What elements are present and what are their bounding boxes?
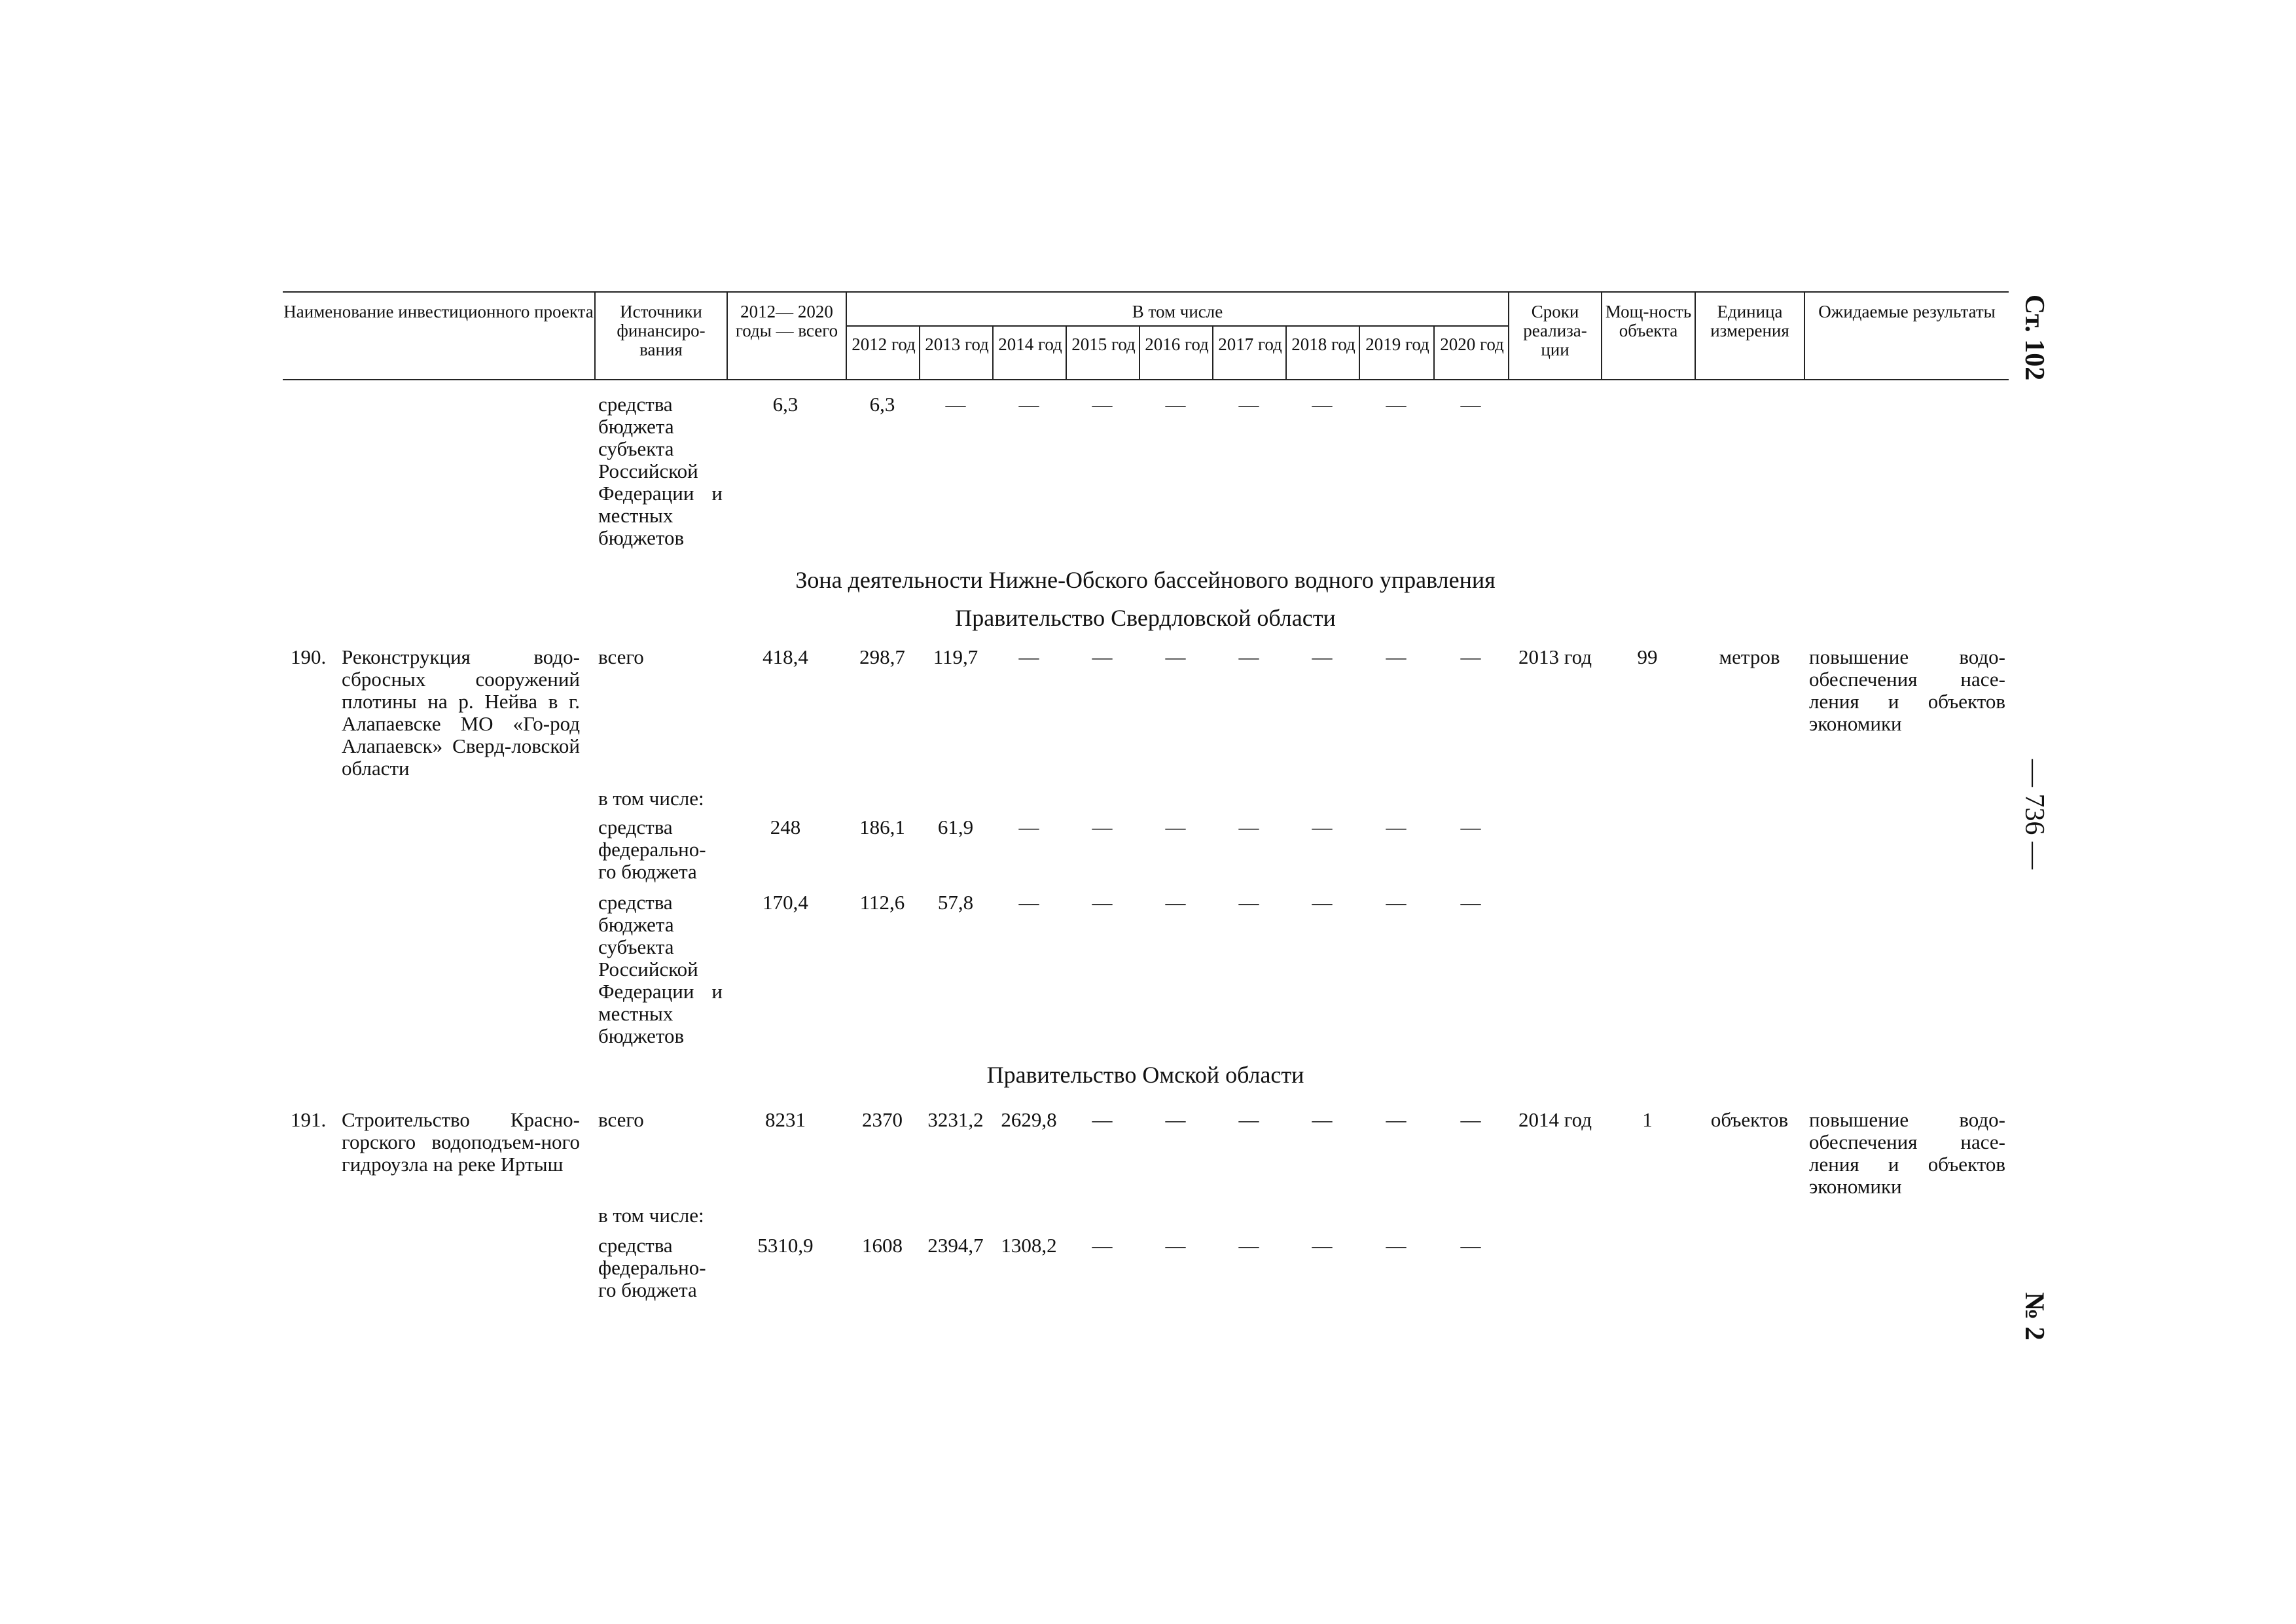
col-divider (919, 325, 920, 379)
row-value: — (1460, 645, 1481, 668)
header-year: 2018 год (1291, 334, 1355, 354)
project-power: 1 (1642, 1108, 1653, 1131)
row-value: — (1238, 645, 1259, 668)
header-year: 2017 год (1218, 334, 1282, 354)
header-terms: Сроки реализа-ции (1523, 302, 1587, 359)
header-bottom-rule (283, 379, 2009, 380)
project-unit: объектов (1710, 1108, 1789, 1131)
section-title: Правительство Омской области (986, 1062, 1304, 1088)
row-source: в том числе: (598, 1204, 704, 1227)
row-value: 1608 (862, 1234, 903, 1257)
row-source: средства бюджета субъекта Российской Федерации и местных бюджетов (598, 891, 723, 1047)
row-value: — (1386, 1108, 1407, 1131)
project-unit: метров (1719, 645, 1780, 668)
section-title: Правительство Свердловской области (955, 605, 1336, 631)
row-value: — (1165, 1234, 1186, 1257)
header-year: 2019 год (1365, 334, 1429, 354)
header-year: 2012 год (852, 334, 916, 354)
row-value: — (1018, 816, 1039, 839)
header-year: 2015 год (1071, 334, 1136, 354)
row-value: 61,9 (937, 816, 974, 839)
project-number: 191. (291, 1108, 327, 1131)
carry-value: — (1386, 393, 1407, 416)
project-terms: 2013 год (1518, 645, 1592, 668)
row-value: — (1165, 891, 1186, 914)
row-value: — (1238, 891, 1259, 914)
row-value: 1308,2 (1001, 1234, 1057, 1257)
header-including: В том числе (1132, 302, 1223, 321)
row-value: — (1386, 816, 1407, 839)
row-source: в том числе: (598, 787, 704, 810)
row-value: — (1018, 645, 1039, 668)
header-name: Наименование инвестиционного проекта (283, 302, 594, 321)
row-value: 298,7 (859, 645, 905, 668)
carry-value: — (1460, 393, 1481, 416)
row-value: 112,6 (859, 891, 905, 914)
carry-value: — (1312, 393, 1333, 416)
row-value: — (1312, 1234, 1333, 1257)
carry-value: — (1165, 393, 1186, 416)
row-value: 119,7 (933, 645, 978, 668)
row-value: — (1386, 891, 1407, 914)
row-value: — (1312, 1108, 1333, 1131)
row-source: средства федерально-го бюджета (598, 1234, 706, 1301)
row-value: 2370 (862, 1108, 903, 1131)
row-value: — (1092, 1234, 1113, 1257)
row-total: 248 (770, 816, 801, 839)
project-name: Реконструкция водо-сбросных сооружений плотины на р. Нейва в г. Алапаевске МО «Го-род Алапаевск» Сверд-ловской области (342, 645, 580, 780)
row-source: всего (598, 1108, 644, 1131)
row-value: — (1386, 645, 1407, 668)
row-value: 2394,7 (927, 1234, 984, 1257)
issue-number: № 2 (2019, 1292, 2049, 1341)
project-terms: 2014 год (1518, 1108, 1592, 1131)
row-value: — (1092, 816, 1113, 839)
header-year: 2013 год (925, 334, 989, 354)
col-divider (1285, 325, 1287, 379)
row-source: всего (598, 645, 644, 668)
row-value: 3231,2 (927, 1108, 984, 1131)
row-value: — (1238, 816, 1259, 839)
carry-value: — (1018, 393, 1039, 416)
row-value: 186,1 (859, 816, 905, 839)
row-value: 57,8 (937, 891, 974, 914)
project-results: повышение водо-обеспечения насе-ления и объектов экономики (1809, 1108, 2005, 1198)
row-value: — (1386, 1234, 1407, 1257)
row-value: — (1165, 645, 1186, 668)
row-value: — (1092, 645, 1113, 668)
col-divider (1212, 325, 1213, 379)
project-number: 190. (291, 645, 327, 668)
row-value: — (1312, 816, 1333, 839)
carry-value: 6,3 (869, 393, 895, 416)
header-power: Мощ-ность объекта (1605, 302, 1692, 340)
header-year-rule (846, 325, 1508, 327)
project-results: повышение водо-обеспечения насе-ления и объектов экономики (1809, 645, 2005, 735)
col-divider (1066, 325, 1067, 379)
row-value: — (1092, 1108, 1113, 1131)
header-year: 2016 год (1145, 334, 1209, 354)
row-value: — (1312, 891, 1333, 914)
row-value: — (1460, 1234, 1481, 1257)
project-name: Строительство Красно-горского водоподъем-ного гидроузла на реке Иртыш (342, 1108, 580, 1176)
header-total: 2012— 2020 годы — всего (735, 302, 838, 340)
row-value: — (1238, 1108, 1259, 1131)
header-year: 2014 год (998, 334, 1062, 354)
carry-total: 6,3 (772, 393, 798, 416)
page-number: — 736 — (2019, 759, 2049, 869)
carry-value: — (1092, 393, 1113, 416)
header-year: 2020 год (1440, 334, 1504, 354)
row-value: — (1165, 1108, 1186, 1131)
carry-value: — (945, 393, 966, 416)
row-value: 2629,8 (1001, 1108, 1057, 1131)
row-total: 8231 (765, 1108, 806, 1131)
row-value: — (1092, 891, 1113, 914)
row-value: — (1018, 891, 1039, 914)
carry-value: — (1238, 393, 1259, 416)
header-unit: Единица измерения (1710, 302, 1789, 340)
row-total: 418,4 (762, 645, 808, 668)
row-value: — (1165, 816, 1186, 839)
col-divider (1433, 325, 1435, 379)
row-value: — (1460, 1108, 1481, 1131)
row-value: — (1238, 1234, 1259, 1257)
col-divider (992, 325, 994, 379)
page-reference: Ст. 102 (2019, 295, 2049, 381)
col-divider (1359, 325, 1360, 379)
col-divider (1139, 325, 1140, 379)
header-results: Ожидаемые результаты (1818, 302, 1996, 321)
row-total: 5310,9 (757, 1234, 814, 1257)
row-total: 170,4 (762, 891, 808, 914)
header-top-rule (283, 291, 2009, 293)
row-source: средства федерально-го бюджета (598, 816, 706, 883)
row-value: — (1312, 645, 1333, 668)
header-source: Источники финансиро-вания (617, 302, 706, 359)
project-power: 99 (1637, 645, 1658, 668)
row-value: — (1460, 891, 1481, 914)
zone-title: Зона деятельности Нижне-Обского бассейнового водного управления (795, 567, 1496, 593)
carry-source: средства бюджета субъекта Российской Федерации и местных бюджетов (598, 393, 723, 549)
row-value: — (1460, 816, 1481, 839)
